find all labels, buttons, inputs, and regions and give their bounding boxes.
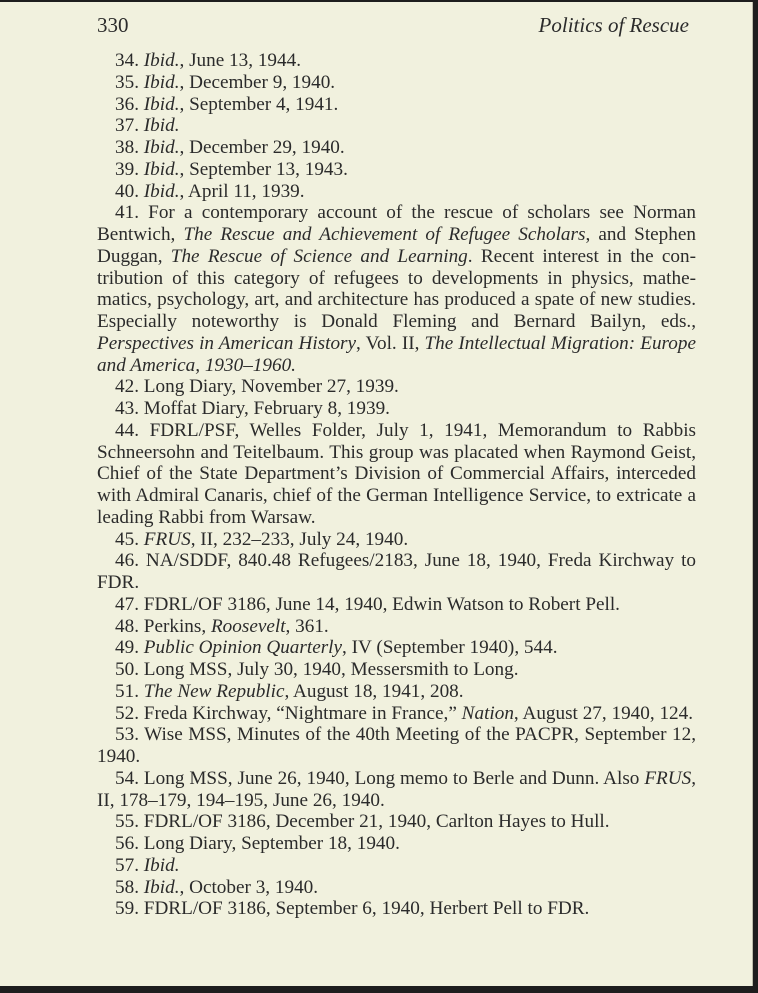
endnote [97, 181, 696, 203]
endnote-text: FDRL/OF 3186, June 14, 1940, Edwin Watson to Robert Pell. [143, 593, 620, 615]
endnote-text: FDRL/PSF, Welles Folder, July 1, 1941, Memorandum to Rabbis Schneersohn and Teitelbaum. This group was placated when Raymond Geist, Chief of the State Department’s Division of Commercial Affairs, interceded with Admiral Canaris, chief of the German Intelligence Service, to extricate a leading Rabbi from Warsaw. [97, 419, 697, 528]
endnote [97, 703, 696, 725]
endnote-italic-text: The Rescue and Achievement of Refugee Scholars [183, 224, 586, 245]
endnote-text: Moffat Diary, February 8, 1939. [143, 398, 390, 419]
endnote-number: 37. [115, 115, 144, 137]
endnote-text: Long Diary, September 18, 1940. [143, 833, 400, 854]
endnote [97, 877, 696, 899]
endnote [97, 659, 696, 681]
endnote-number: 34. [115, 50, 144, 71]
endnote-text: , September 13, 1943. [179, 158, 348, 180]
endnote-number: 48. [115, 615, 144, 637]
endnote-text: , 361. [285, 615, 329, 637]
endnote-italic-text: The Intellectual Migration: Europe and America, 1930–1960. [97, 332, 696, 376]
page-header [97, 10, 689, 40]
endnote-number: 58. [115, 876, 144, 898]
endnote [97, 398, 696, 420]
running-title: Politics of Rescue [538, 13, 689, 37]
endnote-text: . Recent interest in the contribution of this category of refugees to developments in physics, mathematics, psychology, art, and architecture has produced a spate of new studies. Especially noteworthy is Donald Fleming and Bernard Bailyn, eds., [97, 245, 696, 332]
endnote-italic-text: The Rescue of Science and Learning [170, 245, 468, 267]
endnote-italic-text: Ibid. [143, 876, 180, 898]
endnote-number: 46. [115, 550, 146, 572]
endnote-italic-text: Ibid. [143, 71, 180, 93]
endnote-number: 41. [115, 202, 149, 224]
endnote-text: Long MSS, June 26, 1940, Long memo to Berle and Dunn. Also [143, 767, 645, 789]
endnote-italic-text: Perspectives in American History [97, 332, 357, 354]
endnote [97, 768, 696, 812]
endnote-number: 47. [115, 593, 144, 615]
endnote [97, 94, 696, 116]
endnote-text: , December 29, 1940. [179, 137, 345, 158]
endnote-number: 43. [115, 398, 144, 419]
endnote [97, 594, 696, 616]
endnote-italic-text: Ibid. [143, 93, 180, 115]
scan-bottom-edge [0, 986, 758, 993]
endnote [97, 637, 696, 659]
endnote-text: FDRL/OF 3186, September 6, 1940, Herbert Pell to FDR. [143, 898, 590, 920]
endnote-number: 56. [115, 833, 144, 854]
endnote-number: 35. [115, 71, 144, 93]
endnote-text: Freda Kirchway, “Nightmare in France,” [143, 702, 462, 724]
endnote-number: 51. [115, 680, 144, 702]
endnote-italic-text: Public Opinion Quarterly [143, 637, 343, 659]
endnote [97, 115, 696, 137]
endnote [97, 724, 696, 768]
endnote [97, 811, 696, 833]
endnote [97, 159, 696, 181]
endnote-italic-text: FRUS [644, 767, 692, 789]
endnote-italic-text: Roosevelt [210, 615, 286, 637]
endnote-number: 50. [115, 659, 144, 680]
endnote-number: 53. [115, 724, 145, 746]
endnote-text: , IV (September 1940), 544. [342, 637, 558, 659]
endnote-italic-text: Ibid. [143, 158, 180, 180]
endnote-text: , II, 178–179, 194–195, June 26, 1940. [97, 767, 697, 811]
endnote-number: 52. [115, 702, 144, 724]
endnote-text: , Vol. II, [356, 332, 425, 354]
endnote [97, 202, 696, 376]
endnote-text: , October 3, 1940. [179, 876, 319, 898]
endnote [97, 376, 696, 398]
endnote-text: Perkins, [143, 615, 211, 637]
endnote-text: , and Stephen Duggan, [97, 224, 696, 267]
endnote-number: 40. [115, 180, 144, 202]
endnote-number: 39. [115, 158, 144, 180]
endnote-text: Long Diary, November 27, 1939. [143, 376, 399, 398]
book-page [0, 2, 753, 986]
endnote-italic-text: The New Republic [143, 680, 285, 702]
endnote [97, 529, 696, 551]
endnote-text: , April 11, 1939. [179, 180, 305, 202]
endnote-number: 44. [115, 419, 150, 441]
endnote-number: 36. [115, 93, 144, 115]
endnote-text: , August 27, 1940, 124. [513, 702, 694, 724]
endnote [97, 898, 696, 920]
endnote [97, 681, 696, 703]
endnote [97, 833, 696, 855]
endnote-number: 59. [115, 898, 144, 920]
endnote-text: , September 4, 1941. [179, 93, 339, 115]
endnote [97, 420, 696, 529]
endnote-italic-text: Ibid. [143, 854, 180, 876]
endnote-text: NA/SDDF, 840.48 Refugees/2183, June 18, 1940, Freda Kirchway to FDR. [97, 550, 696, 593]
endnote-number: 57. [115, 854, 144, 876]
endnote-text: Long MSS, July 30, 1940, Messersmith to Long. [143, 659, 519, 680]
endnote-italic-text: Ibid. [143, 50, 180, 71]
endnote [97, 550, 696, 594]
endnote-number: 38. [115, 137, 144, 158]
endnote-italic-text: Ibid. [143, 115, 180, 137]
endnote-italic-text: FRUS [143, 528, 191, 550]
endnote-italic-text: Ibid. [143, 137, 180, 158]
endnote-number: 45. [115, 528, 144, 550]
endnote-italic-text: Ibid. [143, 180, 180, 202]
endnote [97, 855, 696, 877]
endnote-text: , II, 232–233, July 24, 1940. [190, 528, 409, 550]
endnote-text: , December 9, 1940. [179, 71, 336, 93]
page-number: 330 [97, 13, 129, 37]
endnote [97, 50, 696, 72]
endnote-text: , June 13, 1944. [179, 50, 302, 71]
endnote [97, 137, 696, 159]
endnote-number: 49. [115, 637, 144, 659]
endnotes-list [97, 50, 696, 920]
endnote-number: 42. [115, 376, 144, 398]
endnote-text: , August 18, 1941, 208. [284, 680, 464, 702]
endnote-number: 54. [115, 767, 144, 789]
endnote-italic-text: Nation [461, 702, 514, 724]
endnote [97, 72, 696, 94]
endnote-text: FDRL/OF 3186, December 21, 1940, Carlton Hayes to Hull. [143, 811, 610, 833]
endnote-number: 55. [115, 811, 144, 833]
endnote-text: For a contemporary account of the rescue of scholars see Norman Bentwich, [97, 202, 697, 245]
endnote [97, 616, 696, 638]
endnote-text: Wise MSS, Minutes of the 40th Meeting of the PACPR, September 12, 1940. [97, 724, 696, 767]
